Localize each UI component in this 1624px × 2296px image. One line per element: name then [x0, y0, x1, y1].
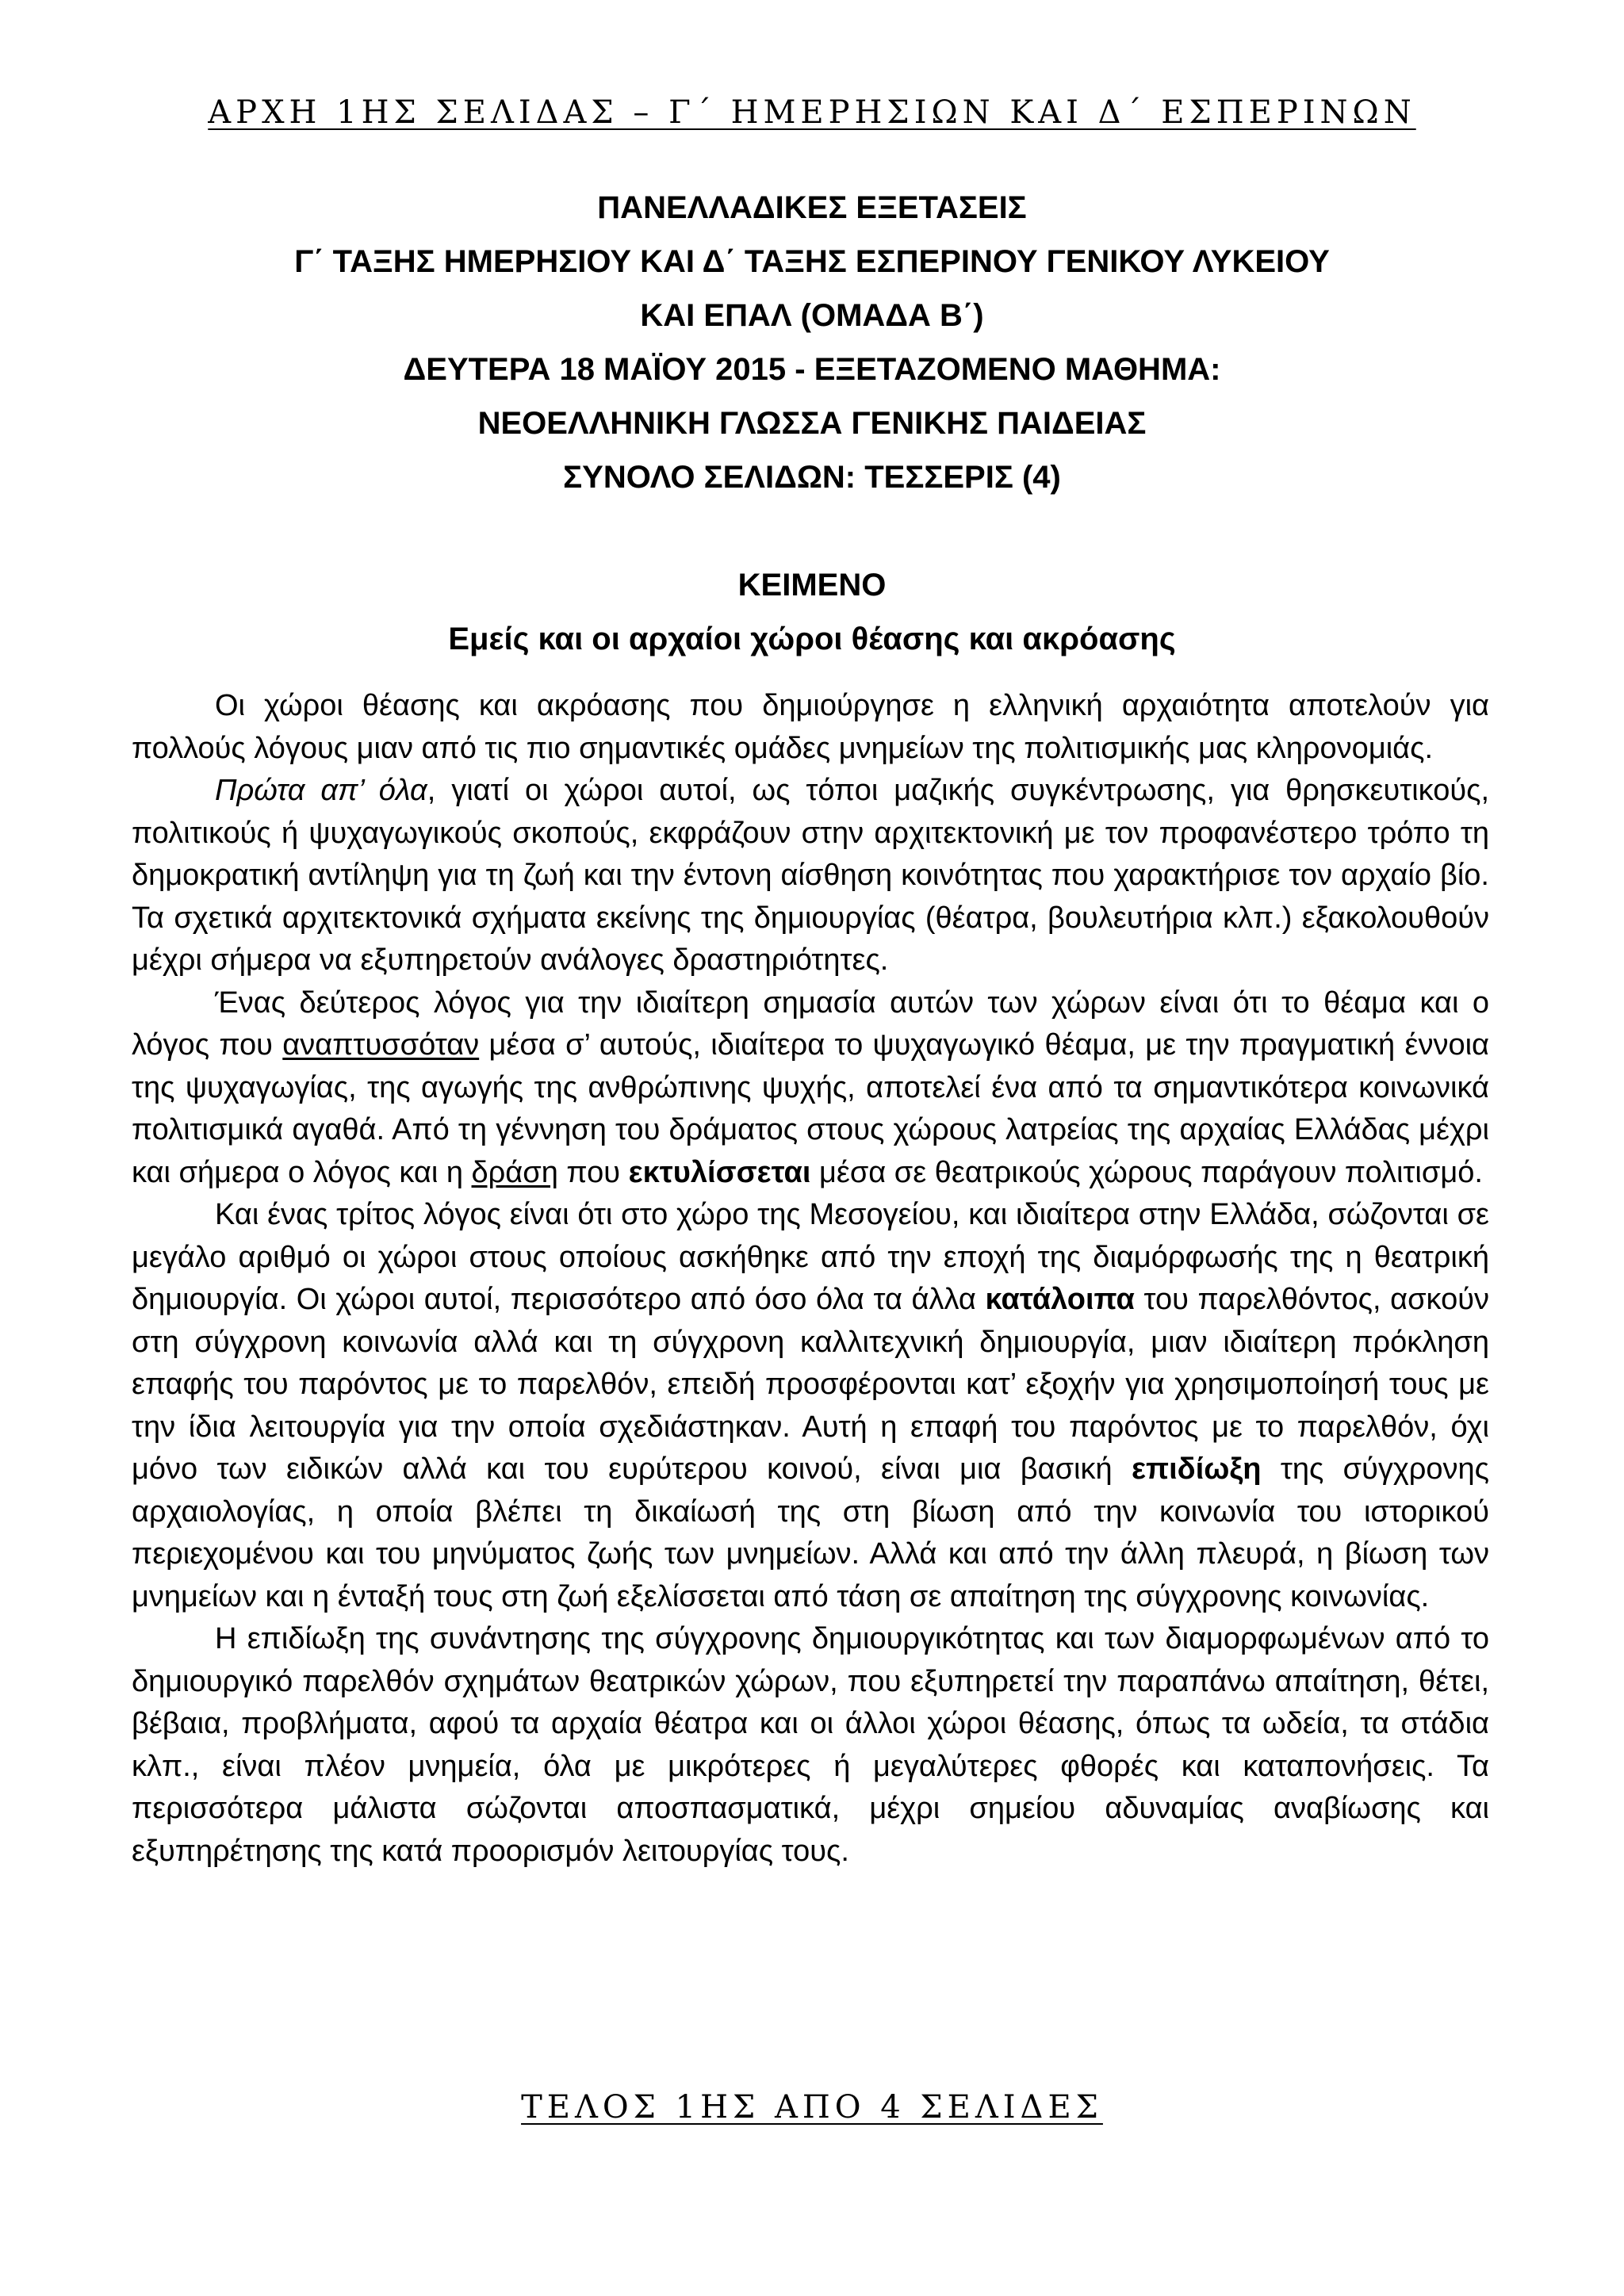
exam-subject-line: ΝΕΟΕΛΛΗΝΙΚΗ ΓΛΩΣΣΑ ΓΕΝΙΚΗΣ ΠΑΙΔΕΙΑΣ	[477, 406, 1147, 441]
exam-pages-line: ΣΥΝΟΛΟ ΣΕΛΙΔΩΝ: ΤΕΣΣΕΡΙΣ (4)	[563, 460, 1061, 495]
section-label: ΚΕΙΜΕΝΟ	[737, 568, 887, 603]
paragraph-4-text-a: Και ένας τρίτος λόγος είναι ότι στο χώρο της Μεσογείου, και ιδιαίτερα στην Ελλάδα, σώζονται σε μεγάλο αριθμό οι χώροι στους οποίους ασκήθηκε από την εποχή της διαμόρφωσής της η θεατρική δημιουργία. Οι χώροι αυτοί, περισσότερο από όσο όλα τα άλλα	[132, 1198, 1489, 1316]
text-title: Εμείς και οι αρχαίοι χώροι θέασης και ακρόασης	[448, 622, 1176, 656]
paragraph-2	[132, 770, 1489, 982]
body-text	[132, 685, 1489, 1873]
paragraph-3-text-b: μέσα σ’ αυτούς, ιδιαίτερα το ψυχαγωγικό θέαμα, με την πραγματική έννοια της ψυχαγωγίας, της αγωγής της ανθρώπινης ψυχής, αποτελεί ένα από τα σημαντικότερα κοινωνικά πολιτισμικά αγαθά. Από τη γέννηση του δράματος στους χώρους λατρείας της αρχαίας Ελλάδας μέχρι και σήμερα ο λόγος και η	[132, 1028, 1489, 1189]
bold-word: κατάλοιπα	[985, 1283, 1135, 1316]
exam-date-line: ΔΕΥΤΕΡΑ 18 ΜΑΪΟΥ 2015 - ΕΞΕΤΑΖΟΜΕΝΟ ΜΑΘΗΜΑ:	[403, 352, 1221, 387]
exam-group-line: ΚΑΙ ΕΠΑΛ (ΟΜΑΔΑ Β΄)	[640, 298, 984, 333]
paragraph-4-text-c: της σύγχρονης αρχαιολογίας, η οποία βλέπει τη δικαίωσή της στη βίωση από την κοινωνία του ιστορικού περιεχομένου και του μηνύματος ζωής των μνημείων. Αλλά και από την άλλη πλευρά, η βίωση των μνημείων και η ένταξή τους στη ζωή εξελίσσεται από τάση σε απαίτηση της σύγχρονης κοινωνίας.	[132, 1452, 1489, 1613]
italic-phrase: Πρώτα απ’ όλα	[215, 774, 427, 807]
paragraph-5: Η επιδίωξη της συνάντησης της σύγχρονης δημιουργικότητας και των διαμορφωμένων από το δημιουργικό παρελθόν σχημάτων θεατρικών χώρων, που εξυπηρετεί την παραπάνω απαίτηση, θέτει, βέβαια, προβλήματα, αφού τα αρχαία θέατρα και οι άλλοι χώροι θέασης, όπως τα ωδεία, τα στάδια κλπ., είναι πλέον μνημεία, όλα με μικρότερες ή μεγαλύτερες φθορές και καταπονήσεις. Τα περισσότερα μάλιστα σώζονται αποσπασματικά, μέχρι σημείου αδυναμίας αναβίωσης και εξυπηρέτησης της κατά προορισμόν λειτουργίας τους.	[132, 1622, 1489, 1868]
paragraph-3-text-a: Ένας δεύτερος λόγος για την ιδιαίτερη σημασία αυτών των χώρων είναι ότι το θέαμα και ο λόγος που	[132, 985, 1489, 1062]
paragraph-3-text-d: μέσα σε θεατρικούς χώρους παράγουν πολιτισμό.	[810, 1155, 1483, 1189]
exam-class-line: Γ΄ ΤΑΞΗΣ ΗΜΕΡΗΣΙΟΥ ΚΑΙ Δ΄ ΤΑΞΗΣ ΕΣΠΕΡΙΝΟΥ ΓΕΝΙΚΟΥ ΛΥΚΕΙΟΥ	[294, 244, 1330, 279]
page-footer: ΤΕΛΟΣ 1ΗΣ ΑΠΟ 4 ΣΕΛΙΔΕΣ	[521, 2089, 1103, 2126]
paragraph-4-text-b: του παρελθόντος, ασκούν στη σύγχρονη κοινωνία αλλά και τη σύγχρονη καλλιτεχνική δημιουργία, μιαν ιδιαίτερη πρόκληση επαφής του παρόντος με το παρελθόν, επειδή προσφέρονται κατ’ εξοχήν για χρησιμοποίησή τους με την ίδια λειτουργία για την οποία σχεδιάστηκαν. Αυτή η επαφή του παρόντος με το παρελθόν, όχι μόνο των ειδικών αλλά και του ευρύτερου κοινού, είναι μια βασική	[132, 1283, 1489, 1486]
text-heading	[0, 558, 1624, 666]
paragraph-4	[132, 1194, 1489, 1618]
exam-title-line: ΠΑΝΕΛΛΑΔΙΚΕΣ ΕΞΕΤΑΣΕΙΣ	[597, 190, 1027, 225]
paragraph-2-text: , γιατί οι χώροι αυτοί, ως τόποι μαζικής συγκέντρωσης, για θρησκευτικούς, πολιτικούς ή ψυχαγωγικούς σκοπούς, εκφράζουν στην αρχιτεκτονική με τον προφανέστερο τρόπο τη δημοκρατική αντίληψη για τη ζωή και την έντονη αίσθηση κοινότητας που χαρακτήρισε τον αρχαίο βίο. Τα σχετικά αρχιτεκτονικά σχήματα εκείνης της δημιουργίας (θέατρα, βουλευτήρια κλπ.) εξακολουθούν μέχρι σήμερα να εξυπηρετούν ανάλογες δραστηριότητες.	[132, 774, 1490, 977]
underlined-word: αναπτυσσόταν	[282, 1028, 480, 1062]
bold-word: εκτυλίσσεται	[628, 1155, 811, 1189]
bold-word: επιδίωξη	[1131, 1452, 1262, 1486]
exam-heading	[0, 181, 1624, 504]
paragraph-1: Οι χώροι θέασης και ακρόασης που δημιούργησε η ελληνική αρχαιότητα αποτελούν για πολλούς λόγους μιαν από τις πιο σημαντικές ομάδες μνημείων της πολιτισμικής μας κληρονομιάς.	[132, 689, 1489, 765]
paragraph-3-text-c: που	[557, 1155, 629, 1189]
underlined-word: δράση	[471, 1155, 558, 1189]
paragraph-3	[132, 982, 1489, 1195]
page-header: ΑΡΧΗ 1ΗΣ ΣΕΛΙΔΑΣ – Γ΄ ΗΜΕΡΗΣΙΩΝ ΚΑΙ Δ΄ ΕΣΠΕΡΙΝΩΝ	[208, 94, 1416, 131]
